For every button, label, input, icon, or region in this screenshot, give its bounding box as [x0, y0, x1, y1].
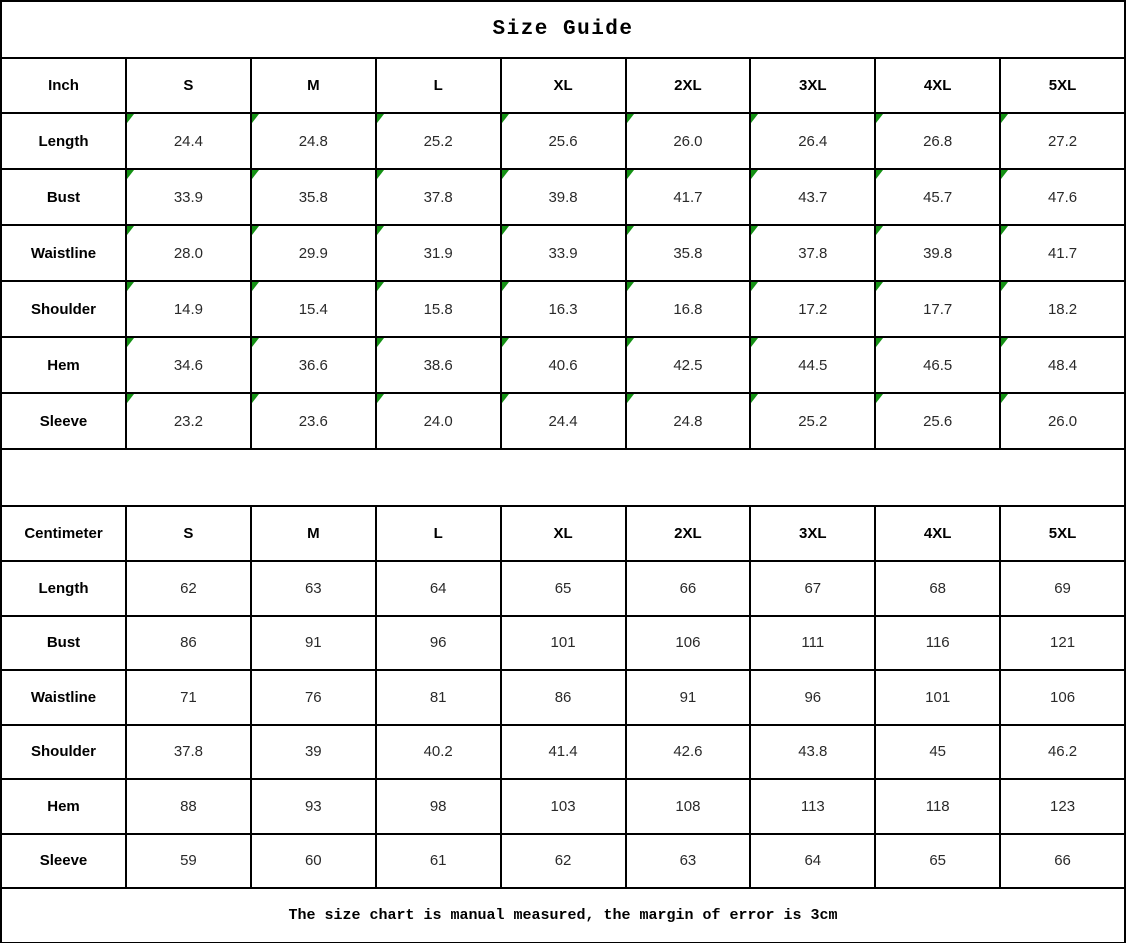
size-value: 15.4 — [298, 300, 328, 318]
size-value-cell: 63 — [251, 561, 376, 616]
size-value: 39.8 — [923, 244, 953, 262]
error-flag-icon — [377, 338, 384, 347]
page-title: Size Guide — [1, 1, 1125, 58]
size-value-cell — [376, 393, 501, 449]
inch-data-row — [1, 337, 1125, 393]
size-value-cell — [501, 281, 626, 337]
size-value: 24.8 — [673, 412, 703, 430]
size-value-cell: 60 — [251, 834, 376, 889]
size-value-cell — [750, 393, 875, 449]
size-value: 16.8 — [673, 300, 703, 318]
size-value-cell: 91 — [626, 670, 751, 725]
size-value: 45.7 — [923, 188, 953, 206]
size-value-cell: 101 — [875, 670, 1000, 725]
size-value: 26.0 — [1047, 412, 1078, 430]
row-label: Bust — [1, 616, 126, 671]
size-value: 24.4 — [548, 412, 578, 430]
size-value-cell: 116 — [875, 616, 1000, 671]
centimeter-data-row — [1, 561, 1125, 616]
size-value: 23.2 — [173, 412, 204, 430]
error-flag-icon — [751, 338, 758, 347]
size-value: 38.6 — [423, 356, 453, 374]
size-value-cell — [126, 393, 251, 449]
size-value: 35.8 — [298, 188, 328, 206]
row-label: Bust — [1, 169, 126, 225]
size-value-cell — [126, 281, 251, 337]
size-value-cell — [875, 281, 1000, 337]
size-value: 28.0 — [173, 244, 204, 262]
size-value: 26.8 — [923, 132, 953, 150]
size-value-cell — [251, 281, 376, 337]
error-flag-icon — [876, 170, 883, 179]
size-value: 35.8 — [673, 244, 703, 262]
size-value: 26.4 — [798, 132, 828, 150]
size-value-cell: 68 — [875, 561, 1000, 616]
error-flag-icon — [377, 394, 384, 403]
error-flag-icon — [876, 114, 883, 123]
size-value-cell — [251, 393, 376, 449]
error-flag-icon — [627, 226, 634, 235]
centimeter-data-row — [1, 779, 1125, 834]
size-value-cell — [501, 337, 626, 393]
row-label: Hem — [1, 779, 126, 834]
error-flag-icon — [751, 226, 758, 235]
row-label: Sleeve — [1, 834, 126, 889]
size-value-cell: 66 — [1000, 834, 1125, 889]
error-flag-icon — [377, 226, 384, 235]
size-value-cell — [376, 113, 501, 169]
row-label: Waistline — [1, 670, 126, 725]
size-value-cell — [376, 337, 501, 393]
footer-note: The size chart is manual measured, the margin of error is 3cm — [1, 888, 1125, 943]
size-value-cell: 65 — [501, 561, 626, 616]
size-value: 24.4 — [173, 132, 204, 150]
size-column-header: 3XL — [750, 506, 875, 561]
size-value: 33.9 — [548, 244, 578, 262]
error-flag-icon — [252, 338, 259, 347]
error-flag-icon — [1001, 282, 1008, 291]
size-value: 18.2 — [1047, 300, 1078, 318]
error-flag-icon — [751, 394, 758, 403]
error-flag-icon — [627, 114, 634, 123]
error-flag-icon — [751, 170, 758, 179]
size-value: 47.6 — [1047, 188, 1078, 206]
size-value: 25.6 — [548, 132, 578, 150]
size-value-cell: 61 — [376, 834, 501, 889]
size-value-cell — [126, 225, 251, 281]
size-value-cell: 113 — [750, 779, 875, 834]
size-value: 25.6 — [923, 412, 953, 430]
size-value-cell — [626, 113, 751, 169]
size-value: 48.4 — [1047, 356, 1078, 374]
size-value-cell — [750, 225, 875, 281]
size-value-cell — [126, 113, 251, 169]
size-value: 27.2 — [1047, 132, 1078, 150]
size-value-cell — [126, 169, 251, 225]
error-flag-icon — [127, 170, 134, 179]
size-column-header: XL — [501, 58, 626, 113]
size-value-cell — [750, 169, 875, 225]
size-value: 31.9 — [423, 244, 453, 262]
error-flag-icon — [252, 226, 259, 235]
error-flag-icon — [127, 226, 134, 235]
error-flag-icon — [627, 170, 634, 179]
size-value-cell — [376, 169, 501, 225]
error-flag-icon — [502, 170, 509, 179]
size-value-cell — [1000, 337, 1125, 393]
inch-data-row — [1, 113, 1125, 169]
size-value-cell: 64 — [376, 561, 501, 616]
size-value: 17.2 — [798, 300, 828, 318]
size-value-cell: 108 — [626, 779, 751, 834]
size-value-cell — [1000, 169, 1125, 225]
size-value-cell — [1000, 225, 1125, 281]
size-value-cell — [376, 281, 501, 337]
centimeter-data-row — [1, 834, 1125, 889]
size-column-header: 5XL — [1000, 506, 1125, 561]
error-flag-icon — [252, 394, 259, 403]
size-value-cell: 39 — [251, 725, 376, 780]
size-value-cell: 118 — [875, 779, 1000, 834]
size-value-cell — [251, 337, 376, 393]
size-value-cell: 69 — [1000, 561, 1125, 616]
size-value-cell — [501, 393, 626, 449]
size-value-cell: 86 — [501, 670, 626, 725]
size-value-cell: 101 — [501, 616, 626, 671]
size-value: 14.9 — [173, 300, 204, 318]
error-flag-icon — [252, 282, 259, 291]
size-value-cell: 106 — [626, 616, 751, 671]
size-value-cell — [750, 281, 875, 337]
inch-data-row — [1, 169, 1125, 225]
size-value-cell: 88 — [126, 779, 251, 834]
size-value-cell — [875, 225, 1000, 281]
size-value-cell — [626, 225, 751, 281]
error-flag-icon — [627, 394, 634, 403]
spacer-cell — [1, 449, 1125, 506]
error-flag-icon — [751, 114, 758, 123]
size-value-cell — [626, 281, 751, 337]
error-flag-icon — [127, 282, 134, 291]
row-label: Hem — [1, 337, 126, 393]
error-flag-icon — [876, 338, 883, 347]
size-value-cell — [126, 337, 251, 393]
size-value: 40.6 — [548, 356, 578, 374]
size-value-cell: 96 — [376, 616, 501, 671]
size-column-header: S — [126, 506, 251, 561]
error-flag-icon — [377, 114, 384, 123]
size-value-cell: 123 — [1000, 779, 1125, 834]
error-flag-icon — [502, 394, 509, 403]
error-flag-icon — [502, 114, 509, 123]
size-value-cell: 106 — [1000, 670, 1125, 725]
inch-data-row — [1, 393, 1125, 449]
size-value-cell: 121 — [1000, 616, 1125, 671]
size-column-header: 3XL — [750, 58, 875, 113]
size-value-cell: 76 — [251, 670, 376, 725]
size-value: 37.8 — [423, 188, 453, 206]
size-value-cell — [376, 225, 501, 281]
size-value-cell: 40.2 — [376, 725, 501, 780]
size-value-cell: 111 — [750, 616, 875, 671]
size-value-cell: 91 — [251, 616, 376, 671]
size-value: 36.6 — [298, 356, 328, 374]
size-value-cell: 96 — [750, 670, 875, 725]
size-value: 39.8 — [548, 188, 578, 206]
size-value-cell: 42.6 — [626, 725, 751, 780]
size-value-cell — [750, 337, 875, 393]
error-flag-icon — [876, 282, 883, 291]
size-column-header: L — [376, 58, 501, 113]
error-flag-icon — [1001, 226, 1008, 235]
size-value-cell — [626, 393, 751, 449]
size-value: 25.2 — [423, 132, 453, 150]
size-value-cell: 63 — [626, 834, 751, 889]
size-column-header: 2XL — [626, 58, 751, 113]
row-label: Length — [1, 561, 126, 616]
size-value: 42.5 — [673, 356, 703, 374]
size-value-cell: 59 — [126, 834, 251, 889]
size-value: 29.9 — [298, 244, 328, 262]
size-value: 44.5 — [798, 356, 828, 374]
size-value: 17.7 — [923, 300, 953, 318]
size-column-header: 2XL — [626, 506, 751, 561]
size-column-header: XL — [501, 506, 626, 561]
size-value-cell — [501, 225, 626, 281]
size-value-cell: 41.4 — [501, 725, 626, 780]
size-column-header: M — [251, 506, 376, 561]
size-value-cell: 65 — [875, 834, 1000, 889]
size-value-cell — [626, 169, 751, 225]
row-label: Shoulder — [1, 281, 126, 337]
size-value-cell — [501, 113, 626, 169]
size-value-cell — [750, 113, 875, 169]
row-label: Waistline — [1, 225, 126, 281]
error-flag-icon — [876, 226, 883, 235]
error-flag-icon — [252, 170, 259, 179]
size-column-header: L — [376, 506, 501, 561]
size-value-cell: 66 — [626, 561, 751, 616]
size-column-header: 4XL — [875, 506, 1000, 561]
size-value-cell — [501, 169, 626, 225]
size-value: 16.3 — [548, 300, 578, 318]
size-column-header: 4XL — [875, 58, 1000, 113]
size-value-cell — [1000, 281, 1125, 337]
size-value: 25.2 — [798, 412, 828, 430]
size-value: 37.8 — [798, 244, 828, 262]
size-value: 46.5 — [923, 356, 953, 374]
size-value-cell — [875, 169, 1000, 225]
error-flag-icon — [1001, 394, 1008, 403]
size-value-cell: 86 — [126, 616, 251, 671]
size-value-cell: 45 — [875, 725, 1000, 780]
size-value: 24.8 — [298, 132, 328, 150]
error-flag-icon — [876, 394, 883, 403]
size-value-cell: 43.8 — [750, 725, 875, 780]
size-value-cell — [1000, 113, 1125, 169]
error-flag-icon — [377, 170, 384, 179]
inch-data-row — [1, 225, 1125, 281]
centimeter-data-row — [1, 616, 1125, 671]
unit-header-inch: Inch — [1, 58, 126, 113]
error-flag-icon — [127, 114, 134, 123]
centimeter-data-row — [1, 725, 1125, 780]
size-value-cell — [875, 337, 1000, 393]
size-value-cell — [1000, 393, 1125, 449]
size-value-cell — [251, 113, 376, 169]
size-value: 43.7 — [798, 188, 828, 206]
size-value-cell: 64 — [750, 834, 875, 889]
size-value-cell: 71 — [126, 670, 251, 725]
size-column-header: M — [251, 58, 376, 113]
centimeter-data-row — [1, 670, 1125, 725]
size-value-cell: 37.8 — [126, 725, 251, 780]
unit-header-centimeter: Centimeter — [1, 506, 126, 561]
error-flag-icon — [1001, 338, 1008, 347]
error-flag-icon — [252, 114, 259, 123]
size-value: 23.6 — [298, 412, 328, 430]
size-value-cell — [626, 337, 751, 393]
error-flag-icon — [127, 394, 134, 403]
error-flag-icon — [1001, 170, 1008, 179]
centimeter-header-row — [1, 506, 1125, 561]
size-value: 34.6 — [173, 356, 204, 374]
table-spacer-row — [1, 449, 1125, 506]
size-value-cell: 81 — [376, 670, 501, 725]
inch-header-row — [1, 58, 1125, 113]
size-value-cell — [251, 169, 376, 225]
error-flag-icon — [377, 282, 384, 291]
size-value-cell: 62 — [501, 834, 626, 889]
size-value-cell — [875, 393, 1000, 449]
error-flag-icon — [502, 282, 509, 291]
error-flag-icon — [127, 338, 134, 347]
size-value-cell: 103 — [501, 779, 626, 834]
size-value: 24.0 — [423, 412, 453, 430]
error-flag-icon — [502, 226, 509, 235]
size-value: 15.8 — [423, 300, 453, 318]
size-value: 33.9 — [173, 188, 204, 206]
error-flag-icon — [751, 282, 758, 291]
size-column-header: 5XL — [1000, 58, 1125, 113]
size-value: 41.7 — [673, 188, 703, 206]
size-value-cell: 98 — [376, 779, 501, 834]
inch-data-row — [1, 281, 1125, 337]
error-flag-icon — [1001, 114, 1008, 123]
size-value: 41.7 — [1047, 244, 1078, 262]
title-row — [1, 1, 1125, 58]
size-value: 26.0 — [673, 132, 703, 150]
footer-row — [1, 888, 1125, 943]
error-flag-icon — [627, 338, 634, 347]
row-label: Shoulder — [1, 725, 126, 780]
error-flag-icon — [502, 338, 509, 347]
size-value-cell — [251, 225, 376, 281]
size-value-cell: 67 — [750, 561, 875, 616]
row-label: Length — [1, 113, 126, 169]
size-value-cell: 62 — [126, 561, 251, 616]
size-value-cell: 46.2 — [1000, 725, 1125, 780]
size-column-header: S — [126, 58, 251, 113]
row-label: Sleeve — [1, 393, 126, 449]
error-flag-icon — [627, 282, 634, 291]
size-value-cell — [875, 113, 1000, 169]
size-value-cell: 93 — [251, 779, 376, 834]
